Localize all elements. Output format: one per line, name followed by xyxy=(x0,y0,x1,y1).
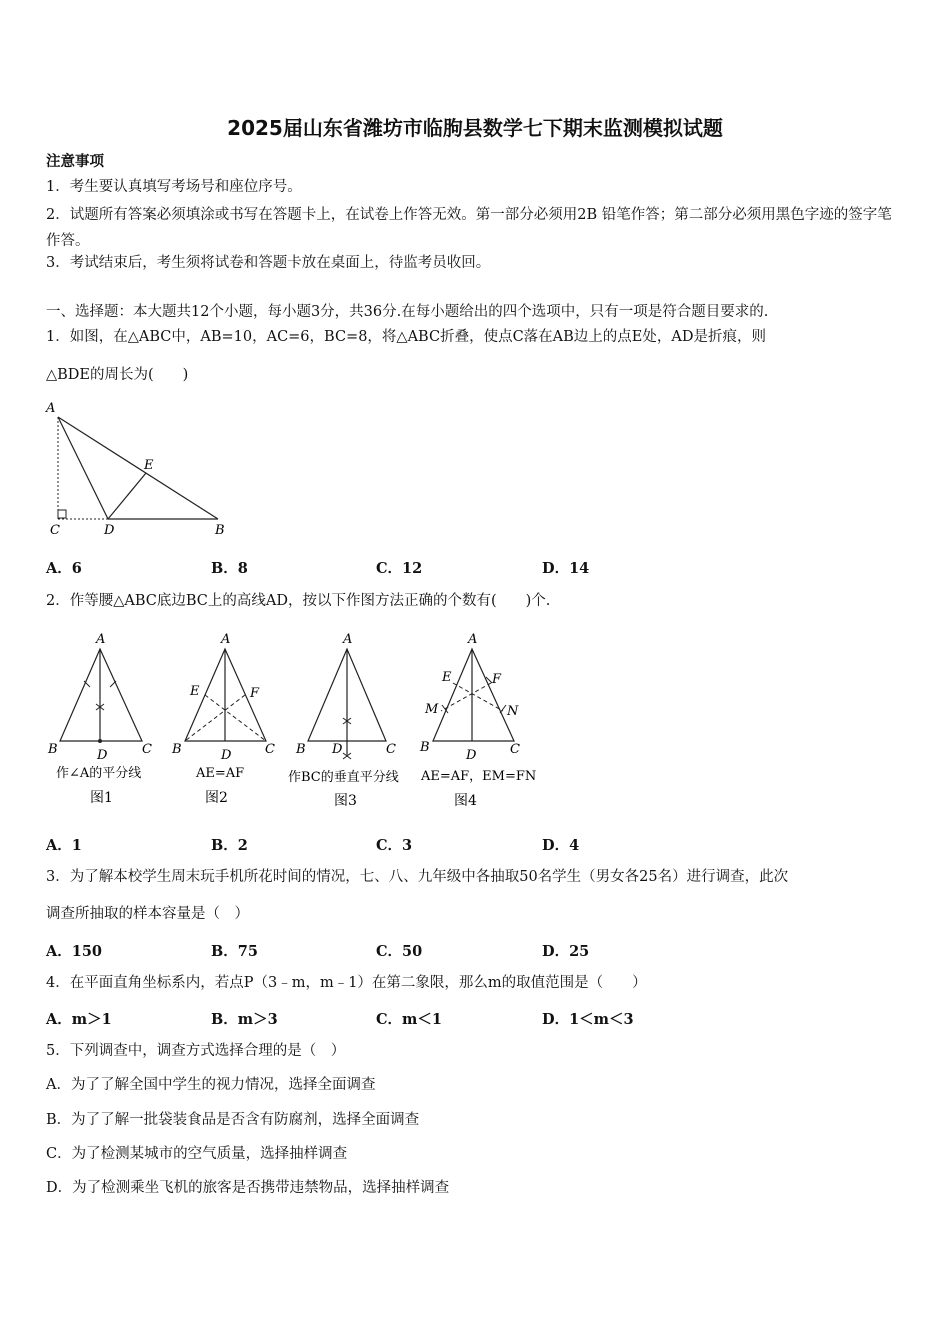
q1-text-line1: 1．如图，在△ABC中，AB=10，AC=6，BC=8，将△ABC折叠，使点C落在AB边上的点E处，AD是折痕，则 xyxy=(46,329,766,345)
q3-option-d[interactable]: D．25 xyxy=(542,943,590,960)
notice-heading: 注意事项 xyxy=(46,153,104,170)
q2-fig1-label-c: C xyxy=(142,742,152,757)
q4-option-a[interactable]: A．m＞1 xyxy=(46,1011,112,1028)
q2-fig1-label-a: A xyxy=(96,632,106,647)
q2-option-d[interactable]: D．4 xyxy=(542,837,580,854)
q1-text-line2: △BDE的周长为( ) xyxy=(46,367,189,383)
q2-fig4-label-a: A xyxy=(468,632,478,647)
q2-text: 2．作等腰△ABC底边BC上的高线AD，按以下作图方法正确的个数有( )个. xyxy=(46,593,551,609)
q2-fig4-name: 图4 xyxy=(454,793,477,809)
q2-fig4-label-f: F xyxy=(492,672,502,687)
q2-fig2-label-e: E xyxy=(190,684,200,699)
q2-fig1-name: 图1 xyxy=(90,790,113,806)
q2-fig2-name: 图2 xyxy=(205,790,228,806)
q1-label-c: C xyxy=(50,523,60,538)
q5-option-a[interactable]: A．为了了解全国中学生的视力情况，选择全面调查 xyxy=(46,1077,376,1093)
q1-label-a: A xyxy=(46,401,56,416)
q3-text-line2: 调查所抽取的样本容量是（ ） xyxy=(46,906,249,922)
q2-fig3-label-d: D xyxy=(332,742,343,757)
q2-figure-2 xyxy=(171,632,275,806)
q2-fig4-label-c: C xyxy=(510,742,520,757)
q4-option-c[interactable]: C．m＜1 xyxy=(376,1011,442,1028)
q2-fig2-label-a: A xyxy=(221,632,231,647)
q3-option-a[interactable]: A．150 xyxy=(46,943,103,960)
q2-fig4-label-n: N xyxy=(507,704,519,719)
q2-option-c[interactable]: C．3 xyxy=(376,837,413,854)
q2-option-a[interactable]: A．1 xyxy=(46,837,82,854)
q2-fig3-label-b: B xyxy=(296,742,306,757)
q5-option-c[interactable]: C．为了检测某城市的空气质量，选择抽样调查 xyxy=(46,1146,348,1162)
q1-label-b: B xyxy=(215,523,225,538)
q2-figure-4 xyxy=(419,632,536,809)
q2-fig2-caption: AE=AF xyxy=(196,766,245,781)
q5-text: 5．下列调查中，调查方式选择合理的是（ ） xyxy=(46,1043,346,1059)
q2-fig4-label-m: M xyxy=(425,702,439,717)
q2-fig1-caption: 作∠A的平分线 xyxy=(56,766,142,781)
q2-figure-1 xyxy=(47,632,152,806)
section-heading: 一、选择题：本大题共12个小题，每小题3分，共36分.在每小题给出的四个选项中，只有一项是符合题目要求的. xyxy=(46,304,769,320)
q2-figures xyxy=(40,625,540,815)
q1-option-d[interactable]: D．14 xyxy=(542,560,590,577)
q2-fig2-label-f: F xyxy=(250,686,260,701)
notice-item-2: 2．试题所有答案必须填涂或书写在答题卡上，在试卷上作答无效。第一部分必须用2B 铅笔作答；第二部分必须用黑色字迹的签字笔作答。 xyxy=(46,207,892,249)
q1-label-d: D xyxy=(104,523,115,538)
q2-fig4-label-b: B xyxy=(420,740,430,755)
q2-fig3-label-a: A xyxy=(343,632,353,647)
q4-text: 4．在平面直角坐标系内，若点P（3﹣m，m﹣1）在第二象限，那么m的取值范围是（ ） xyxy=(46,975,647,991)
q3-option-b[interactable]: B．75 xyxy=(211,943,258,960)
q2-fig2-label-b: B xyxy=(172,742,182,757)
q1-segment-de xyxy=(108,473,146,519)
notice-item-1: 1．考生要认真填写考场号和座位序号。 xyxy=(46,179,302,195)
page-title: 2025届山东省潍坊市临朐县数学七下期末监测模拟试题 xyxy=(227,116,723,140)
q2-fig4-caption: AE=AF，EM=FN xyxy=(421,769,537,784)
q2-figure-3 xyxy=(288,632,399,809)
q1-right-angle-mark xyxy=(58,510,66,518)
q1-segment-ab xyxy=(58,417,218,519)
q1-figure xyxy=(40,395,240,540)
q1-option-c[interactable]: C．12 xyxy=(376,560,423,577)
q2-fig3-caption: 作BC的垂直平分线 xyxy=(288,770,399,785)
q4-option-d[interactable]: D．1＜m＜3 xyxy=(542,1011,634,1028)
q1-label-e: E xyxy=(144,458,154,473)
q2-fig3-label-c: C xyxy=(386,742,396,757)
q2-fig2-label-c: C xyxy=(265,742,275,757)
q2-fig2-label-d: D xyxy=(221,748,232,763)
q3-text-line1: 3．为了解本校学生周末玩手机所花时间的情况，七、八、九年级中各抽取50名学生（男女各25名）进行调查，此次 xyxy=(46,869,789,885)
q4-option-b[interactable]: B．m＞3 xyxy=(211,1011,278,1028)
q2-fig1-label-d: D xyxy=(97,748,108,763)
q2-fig1-label-b: B xyxy=(48,742,58,757)
q1-option-b[interactable]: B．8 xyxy=(211,560,248,577)
q1-option-a[interactable]: A．6 xyxy=(46,560,82,577)
q5-option-d[interactable]: D．为了检测乘坐飞机的旅客是否携带违禁物品，选择抽样调查 xyxy=(46,1180,450,1196)
q2-option-b[interactable]: B．2 xyxy=(211,837,248,854)
q5-option-b[interactable]: B．为了了解一批袋装食品是否含有防腐剂，选择全面调查 xyxy=(46,1112,420,1128)
q2-fig4-label-d: D xyxy=(466,748,477,763)
q3-option-c[interactable]: C．50 xyxy=(376,943,423,960)
q2-fig4-label-e: E xyxy=(442,670,452,685)
notice-item-3: 3．考试结束后，考生须将试卷和答题卡放在桌面上，待监考员收回。 xyxy=(46,255,491,271)
q2-fig3-name: 图3 xyxy=(334,793,357,809)
